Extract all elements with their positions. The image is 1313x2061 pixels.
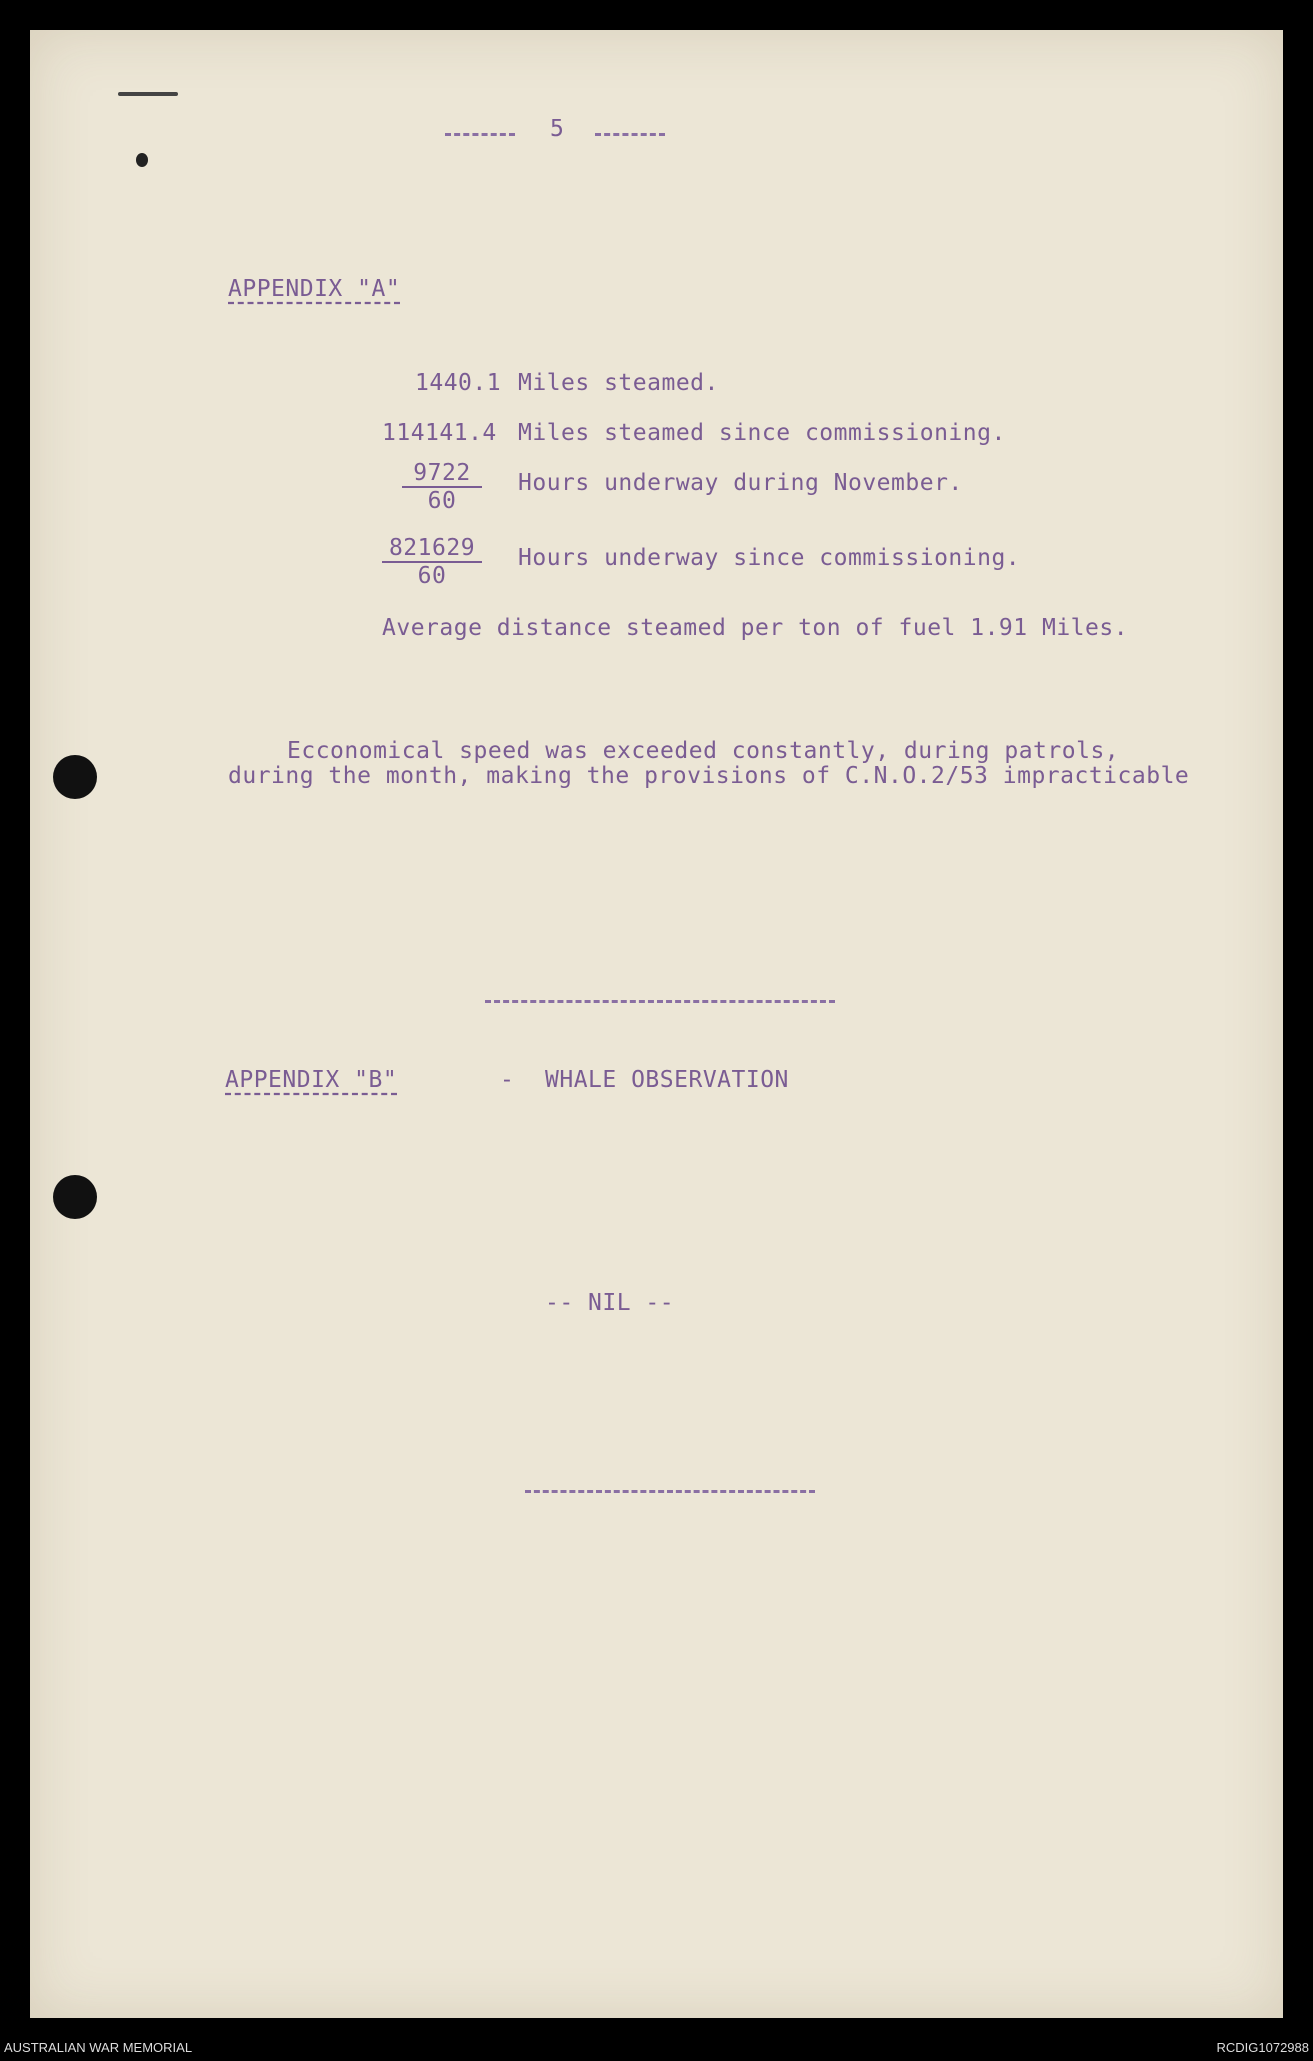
ink-dots bbox=[118, 92, 178, 96]
ink-mark bbox=[136, 153, 148, 167]
appendix-b-title: WHALE OBSERVATION bbox=[545, 1067, 789, 1093]
punch-hole-1 bbox=[53, 755, 97, 799]
hours-november-label: Hours underway during November. bbox=[518, 470, 963, 496]
separator-2 bbox=[525, 1490, 815, 1493]
hours-total-label: Hours underway since commissioning. bbox=[518, 545, 1021, 571]
hours-total-numerator: 821629 bbox=[382, 535, 482, 563]
miles-since-commissioning-value: 114141.4 bbox=[382, 420, 497, 446]
hours-november-denominator: 60 bbox=[427, 488, 457, 514]
page-number-dash-left bbox=[445, 133, 515, 136]
nil-result: -- NIL -- bbox=[545, 1290, 675, 1316]
average-distance-line: Average distance steamed per ton of fuel 1.91 Miles. bbox=[382, 615, 1129, 641]
footer-right: RCDIG1072988 bbox=[1216, 2040, 1309, 2055]
appendix-b-dash: - bbox=[500, 1067, 515, 1093]
miles-since-commissioning-label: Miles steamed since commissioning. bbox=[518, 420, 1006, 446]
hours-november-numerator: 9722 bbox=[402, 460, 482, 488]
page-number-dash-right bbox=[595, 133, 665, 136]
document-page bbox=[30, 30, 1283, 2018]
hours-total-fraction bbox=[382, 535, 482, 589]
note-line-1: Ecconomical speed was exceeded constantly, during patrols, bbox=[287, 738, 1120, 764]
punch-hole-2 bbox=[53, 1175, 97, 1219]
hours-november-fraction bbox=[402, 460, 482, 514]
note-line-2: during the month, making the provisions of C.N.O.2/53 impracticable bbox=[228, 763, 1190, 789]
hours-total-denominator: 60 bbox=[417, 563, 447, 589]
miles-steamed-label: Miles steamed. bbox=[518, 370, 719, 396]
footer-left: AUSTRALIAN WAR MEMORIAL bbox=[4, 2040, 193, 2055]
appendix-a-heading: APPENDIX "A" bbox=[228, 276, 401, 302]
miles-steamed-value: 1440.1 bbox=[415, 370, 502, 396]
page-number: 5 bbox=[550, 116, 565, 142]
appendix-b-heading: APPENDIX "B" bbox=[225, 1067, 398, 1093]
separator-1 bbox=[485, 1000, 835, 1003]
